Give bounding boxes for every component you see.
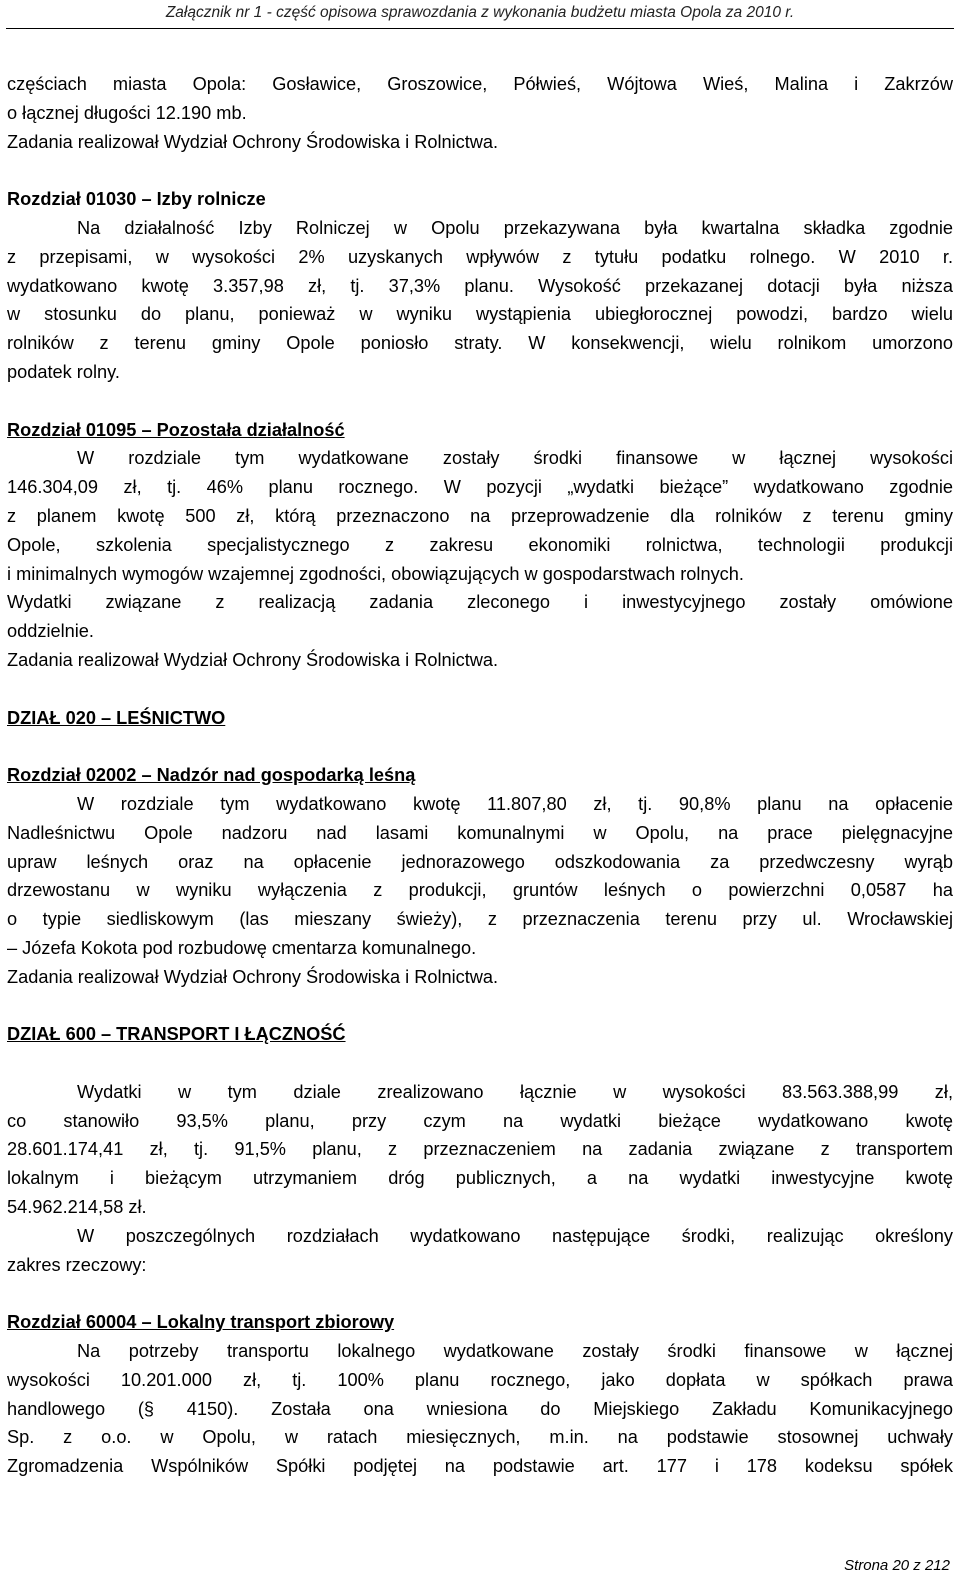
text-line: drzewostanu w wyniku wyłączenia z produkcji, gruntów leśnych o powierzchni 0,0587 ha [7, 880, 953, 901]
text-line: 28.601.174,41 zł, tj. 91,5% planu, z przeznaczeniem na zadania związane z transportem [7, 1139, 953, 1160]
text-line: Na działalność Izby Rolniczej w Opolu przekazywana była kwartalna składka zgodnie [77, 217, 953, 238]
page-footer [844, 1556, 950, 1576]
document-body [7, 70, 953, 1481]
text-line: z przepisami, w wysokości 2% uzyskanych wpływów z tytułu podatku rolnego. W 2010 r. [7, 246, 953, 267]
text-line: 146.304,09 zł, tj. 46% planu rocznego. W pozycji „wydatki bieżące” wydatkowano zgodnie [7, 477, 953, 498]
text-line: oddzielnie. [7, 621, 94, 642]
text-line: wydatkowano kwotę 3.357,98 zł, tj. 37,3% planu. Wysokość przekazanej dotacji była niższa [7, 275, 953, 296]
text-line: zakres rzeczowy: [7, 1254, 147, 1275]
text-line: – Józefa Kokota pod rozbudowę cmentarza komunalnego. [7, 937, 477, 958]
spacer [7, 1049, 953, 1078]
text-line: i minimalnych wymogów wzajemnej zgodności, obowiązujących w gospodarstwach rolnych. [7, 563, 744, 584]
spacer [7, 1279, 953, 1308]
text-line: handlowego (§ 4150). Została ona wniesiona do Miejskiego Zakładu Komunikacyjnego [7, 1398, 953, 1419]
section-heading-60004: Rozdział 60004 – Lokalny transport zbiorowy [7, 1312, 395, 1333]
spacer [7, 675, 953, 704]
header-rule [6, 28, 954, 29]
header-title: Załącznik nr 1 - część opisowa sprawozdania z wykonania budżetu miasta Opola za 2010 r. [165, 4, 795, 21]
section-heading-dzial-600: DZIAŁ 600 – TRANSPORT I ŁĄCZNOŚĆ [7, 1024, 346, 1045]
text-line: częściach miasta Opola: Gosławice, Groszowice, Półwieś, Wójtowa Wieś, Malina i Zakrzów [7, 74, 953, 94]
text-line: rolników z terenu gminy Opole poniosło straty. W konsekwencji, wielu rolnikom umorzono [7, 333, 953, 354]
text-line: upraw leśnych oraz na opłacenie jednorazowego odszkodowania za przedwczesny wyrąb [7, 851, 953, 872]
section-heading-01030: Rozdział 01030 – Izby rolnicze [7, 189, 266, 210]
text-line: W rozdziale tym wydatkowane zostały środki finansowe w łącznej wysokości [77, 448, 953, 469]
text-line: podatek rolny. [7, 361, 120, 382]
text-line: Opole, szkolenia specjalistycznego z zakresu ekonomiki rolnictwa, technologii produkcji [7, 534, 953, 555]
text-line: z planem kwotę 500 zł, którą przeznaczono na przeprowadzenie dla rolników z terenu gminy [7, 505, 953, 526]
section-heading-dzial-020: DZIAŁ 020 – LEŚNICTWO [7, 707, 226, 728]
section-heading-01095: Rozdział 01095 – Pozostała działalność [7, 419, 345, 440]
text-line: Zadania realizował Wydział Ochrony Środowiska i Rolnictwa. [7, 966, 499, 987]
text-line: o łącznej długości 12.190 mb. [7, 102, 247, 123]
spacer [7, 156, 953, 185]
spacer [7, 387, 953, 416]
text-line: Zadania realizował Wydział Ochrony Środowiska i Rolnictwa. [7, 131, 499, 152]
section-heading-02002: Rozdział 02002 – Nadzór nad gospodarką leśną [7, 765, 416, 786]
text-line: lokalnym i bieżącym utrzymaniem dróg publicznych, a na wydatki inwestycyjne kwotę [7, 1168, 953, 1189]
text-line: Zgromadzenia Wspólników Spółki podjętej na podstawie art. 177 i 178 kodeksu spółek [7, 1456, 953, 1477]
text-line: w stosunku do planu, ponieważ w wyniku wystąpienia ubiegłorocznej powodzi, bardzo wielu [7, 304, 953, 325]
text-line: Wydatki w tym dziale zrealizowano łącznie w wysokości 83.563.388,99 zł, [77, 1081, 953, 1102]
spacer [7, 732, 953, 761]
text-line: Na potrzeby transportu lokalnego wydatkowane zostały środki finansowe w łącznej [77, 1341, 953, 1362]
text-line: o typie siedliskowym (las mieszany świeży), z przeznaczenia terenu przy ul. Wrocławskiej [7, 909, 953, 930]
text-line: 54.962.214,58 zł. [7, 1197, 147, 1218]
text-line: Nadleśnictwu Opole nadzoru nad lasami komunalnymi w Opolu, na prace pielęgnacyjne [7, 822, 953, 843]
page-header [0, 0, 960, 46]
spacer [7, 992, 953, 1021]
text-line: co stanowiło 93,5% planu, przy czym na wydatki bieżące wydatkowano kwotę [7, 1110, 953, 1131]
text-line: Sp. z o.o. w Opolu, w ratach miesięcznych, m.in. na podstawie stosownej uchwały [7, 1427, 953, 1448]
text-line: W poszczególnych rozdziałach wydatkowano następujące środki, realizując określony [77, 1225, 953, 1246]
page-number: Strona 20 z 212 [844, 1557, 950, 1574]
text-line: W rozdziale tym wydatkowano kwotę 11.807,80 zł, tj. 90,8% planu na opłacenie [77, 793, 953, 814]
text-line: Wydatki związane z realizacją zadania zleconego i inwestycyjnego zostały omówione [7, 592, 953, 613]
text-line: wysokości 10.201.000 zł, tj. 100% planu rocznego, jako dopłata w spółkach prawa [7, 1369, 953, 1390]
text-line: Zadania realizował Wydział Ochrony Środowiska i Rolnictwa. [7, 649, 499, 670]
